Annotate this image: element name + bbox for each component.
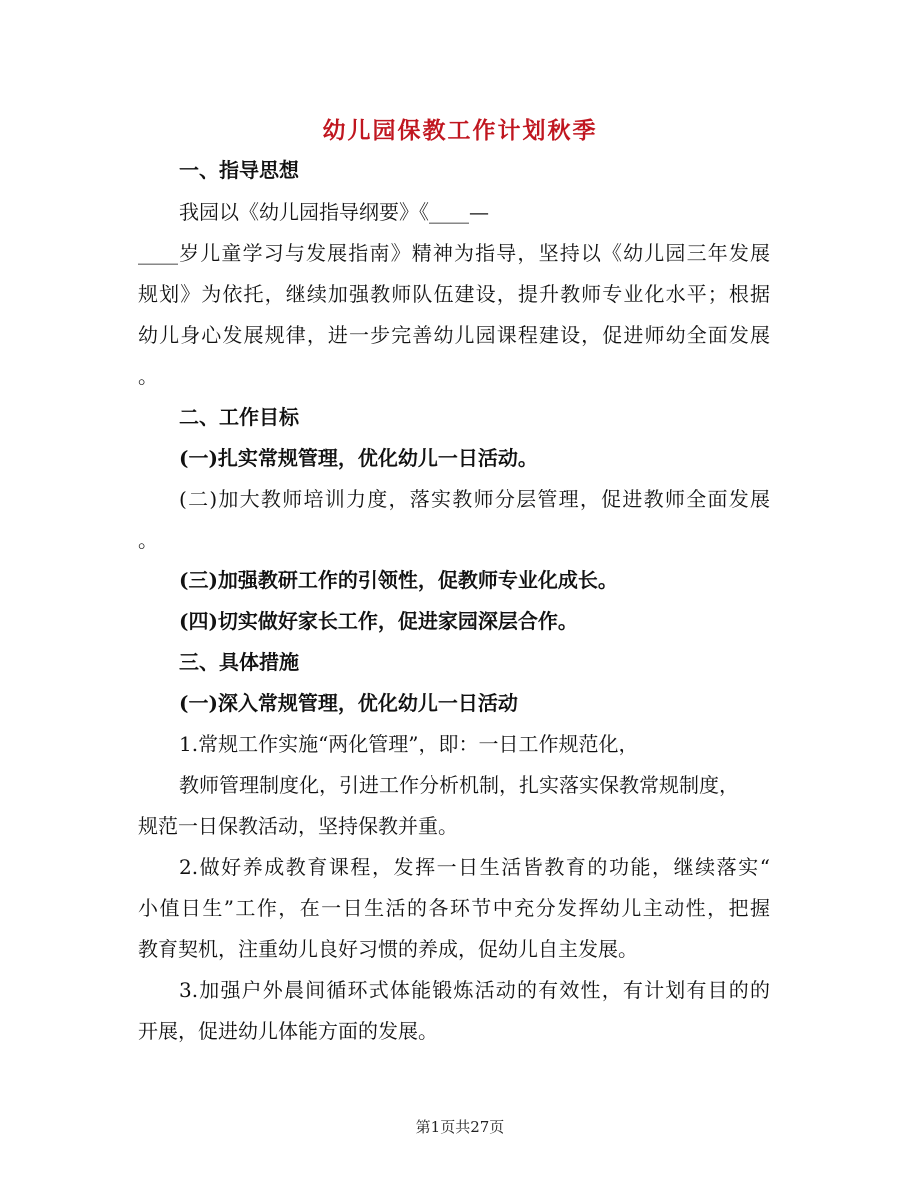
paragraph-line: ____岁儿童学习与发展指南》精神为指导，坚持以《幼儿园三年发展: [138, 241, 770, 265]
section-heading-2: 二、工作目标: [179, 405, 299, 429]
goal-item-3: (三)加强教研工作的引领性，促教师专业化成长。: [179, 568, 618, 592]
paragraph-line: 开展，促进幼儿体能方面的发展。: [138, 1019, 438, 1043]
goal-item-2: (二)加大教师培训力度，落实教师分层管理，促进教师全面发展: [179, 487, 770, 511]
measure-heading-1: (一)深入常规管理，优化幼儿一日活动: [179, 691, 518, 715]
paragraph-line: 教育契机，注重幼儿良好习惯的养成，促幼儿自主发展。: [138, 937, 638, 961]
paragraph-line: 2.做好养成教育课程，发挥一日生活皆教育的功能，继续落实“: [179, 855, 770, 879]
goal-item-1: (一)扎实常规管理，优化幼儿一日活动。: [179, 446, 538, 470]
paragraph-line: 小值日生”工作，在一日生活的各环节中充分发挥幼儿主动性，把握: [138, 896, 770, 920]
paragraph-line: 规划》为依托，继续加强教师队伍建设，提升教师专业化水平；根据: [138, 282, 770, 306]
paragraph-line: 规范一日保教活动，坚持保教并重。: [138, 814, 458, 838]
paragraph-line: 。: [138, 364, 158, 388]
paragraph-line: 1.常规工作实施“两化管理”，即：一日工作规范化，: [179, 732, 639, 756]
paragraph-line: 教师管理制度化，引进工作分析机制，扎实落实保教常规制度，: [179, 773, 739, 797]
section-heading-1: 一、指导思想: [179, 158, 299, 182]
paragraph-line: 幼儿身心发展规律，进一步完善幼儿园课程建设，促进师幼全面发展: [138, 323, 770, 347]
paragraph-line: 3.加强户外晨间循环式体能锻炼活动的有效性，有计划有目的的: [179, 978, 770, 1002]
paragraph-line: 。: [138, 528, 158, 552]
document-title: 幼儿园保教工作计划秋季: [322, 117, 598, 144]
paragraph-line: 我园以《幼儿园指导纲要》《____—: [179, 200, 489, 224]
goal-item-4: (四)切实做好家长工作，促进家园深层合作。: [179, 609, 578, 633]
page-number: 第1页共27页: [415, 1118, 505, 1136]
section-heading-3: 三、具体措施: [179, 650, 299, 674]
